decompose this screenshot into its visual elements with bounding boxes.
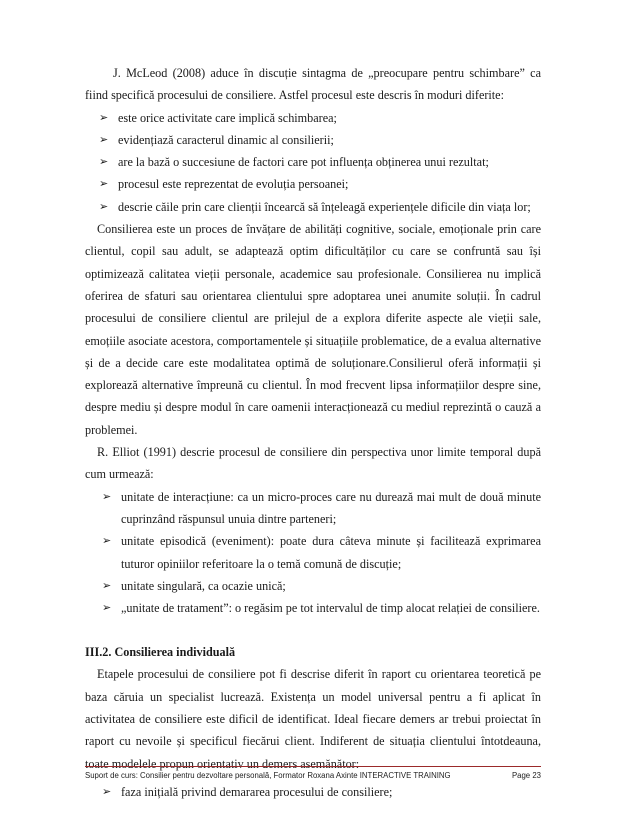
arrow-bullet-icon: ➢ [99, 199, 109, 213]
arrow-bullet-icon: ➢ [99, 132, 109, 146]
list-item: ➢ „unitate de tratament”: o regăsim pe tot intervalul de timp alocat relației de consiliere. [85, 597, 541, 619]
list-item: ➢ evidențiază caracterul dinamic al consilierii; [85, 129, 541, 151]
footer-course-info: Suport de curs: Consilier pentru dezvoltare personală, Formator Roxana Axinte INTERACTIVE TRAINING [85, 771, 451, 780]
list-item: ➢ descrie căile prin care clienții încearcă să înțeleagă experiențele dificile din viața lor; [85, 196, 541, 218]
arrow-bullet-icon: ➢ [102, 489, 112, 503]
page-number: Page 23 [511, 771, 541, 780]
process-description-list [85, 107, 541, 218]
intro-paragraph: J. McLeod (2008) aduce în discuție sintagma de „preocupare pentru schimbare” ca fiind specifică procesului de consiliere. Astfel procesul este descris în moduri diferite: [85, 66, 541, 103]
list-item: ➢ unitate singulară, ca ocazie unică; [85, 575, 541, 597]
list-item: ➢ faza inițială privind demararea procesului de consiliere; [85, 781, 541, 803]
section-heading: III.2. Consilierea individuală [85, 645, 236, 660]
list-item: ➢ procesul este reprezentat de evoluția persoanei; [85, 173, 541, 195]
arrow-bullet-icon: ➢ [102, 534, 112, 548]
temporal-units-list [85, 486, 541, 620]
document-page [85, 62, 541, 803]
list-item: ➢ este orice activitate care implică schimbarea; [85, 107, 541, 129]
list-item: ➢ are la bază o succesiune de factori care pot influența obținerea unui rezultat; [85, 151, 541, 173]
elliot-paragraph: R. Elliot (1991) descrie procesul de consiliere din perspectiva unor limite temporal după cum urmează: [85, 445, 541, 482]
stages-paragraph: Etapele procesului de consiliere pot fi descrise diferit în raport cu orientarea teoretică pe baza căruia un specialist lucrează. Existența un model universal pentru a fi aplicat în activitatea de consiliere este dificil de identificat. Ideal fiecare demers ar trebui proiectat în raport cu nevoile și specificul fiecărui client. Indiferent de situația clientului întotdeauna, toate modelele propun orientativ un demers asemănător: [85, 667, 541, 771]
list-item: ➢ unitate de interacțiune: ca un micro-proces care nu durează mai mult de două minute cuprinzând răspunsul unuia dintre parteneri; [85, 486, 541, 531]
arrow-bullet-icon: ➢ [102, 578, 112, 592]
arrow-bullet-icon: ➢ [99, 110, 109, 124]
arrow-bullet-icon: ➢ [102, 601, 112, 615]
stages-list [85, 781, 541, 803]
arrow-bullet-icon: ➢ [102, 784, 112, 798]
counseling-definition-paragraph: Consilierea este un proces de învățare de abilități cognitive, sociale, emoționale prin care clientul, copil sau adult, se adaptează optim dificultăților cu care se confruntă sau își optimizează calitatea vieții personale, academice sau profesionale. Consilierea nu implică oferirea de sfaturi sau orientarea clientului spre adoptarea unei anumite soluții. În cadrul procesului de consiliere clientul are prilejul de a explora diferite aspecte ale vieții sale, emoțiile asociate acestora, comportamentele și situațiile problematice, de a evalua alternative și de a decide care este modalitatea optimă de soluționare.Consilierul oferă informații și explorează alternative împreună cu clientul. În mod frecvent lipsa informațiilor despre sine, despre mediu și despre modul în care oamenii interacționează cu mediul reprezintă o cauză a problemei. [85, 222, 541, 437]
page-footer [85, 766, 541, 780]
arrow-bullet-icon: ➢ [99, 177, 109, 191]
list-item: ➢ unitate episodică (eveniment): poate dura câteva minute și facilitează exprimarea tuturor opiniilor referitoare la o temă comună de discuție; [85, 530, 541, 575]
arrow-bullet-icon: ➢ [99, 155, 109, 169]
